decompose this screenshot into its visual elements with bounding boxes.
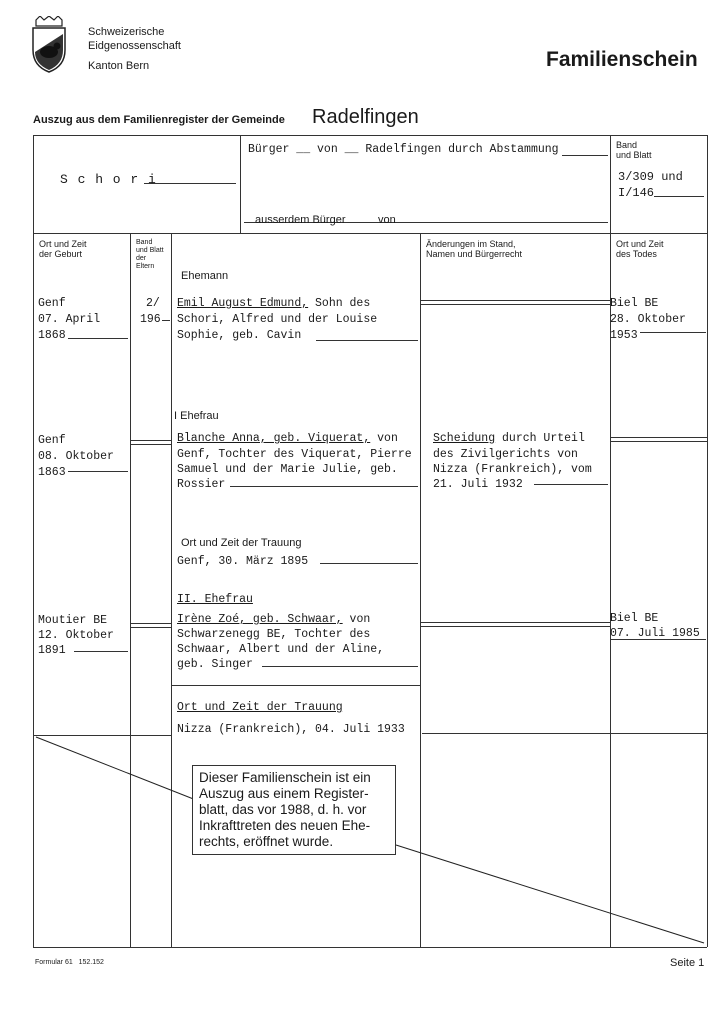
notice-box: Dieser Familienschein ist ein Auszug aus einem Register- blatt, das vor 1988, d. h. vor Inkrafttreten des neuen Ehe- rechts, eröffnet wurde. — [192, 765, 396, 855]
marriage2-value: Nizza (Frankreich), 04. Juli 1933 — [177, 723, 405, 736]
husband-death-place: Biel BE — [610, 297, 659, 310]
wife1-desc-4: Rossier — [177, 478, 226, 491]
husband-birth-place: Genf — [38, 297, 66, 310]
wife1-change-1: Scheidung — [433, 432, 496, 445]
extract-label: Auszug aus dem Familienregister der Gemeinde — [33, 114, 285, 126]
ausserdem-label: ausserdem Bürger — [255, 214, 346, 226]
wife1-desc-3: Samuel und der Marie Julie, geb. — [177, 463, 398, 476]
husband-desc-1: Sohn des — [308, 297, 371, 310]
band-header: Band und Blatt — [616, 140, 652, 160]
label-wife2: II. Ehefrau — [177, 593, 253, 606]
wife1-name: Blanche Anna, geb. Viquerat, — [177, 432, 371, 445]
cancellation-stroke-right — [396, 845, 704, 943]
citizen-line: Bürger __ von __ Radelfingen durch Abstammung — [248, 143, 559, 156]
wife1-desc-line-1 — [177, 431, 398, 447]
wife2-name: Irène Zoé, geb. Schwaar, — [177, 613, 343, 626]
wife2-desc-line-1 — [177, 612, 370, 628]
wife2-desc-3: Schwaar, Albert und der Aline, — [177, 643, 385, 656]
wife2-death-place: Biel BE — [610, 612, 659, 625]
marriage2-label: Ort und Zeit der Trauung — [177, 701, 343, 714]
wife1-change-4: 21. Juli 1932 — [433, 478, 523, 491]
husband-birth-year: 1868 — [38, 329, 66, 342]
wife2-desc-2: Schwarzenegg BE, Tochter des — [177, 628, 371, 641]
husband-band-1: 2/ — [146, 297, 160, 310]
husband-birth-date: 07. April — [38, 313, 101, 326]
form-title: Familienschein — [546, 48, 698, 71]
wife1-birth-place: Genf — [38, 434, 66, 447]
header-changes: Änderungen im Stand, Namen und Bürgerrecht — [426, 239, 523, 259]
authority-line-2: Eidgenossenschaft — [88, 40, 181, 52]
family-name: S c h o r i — [60, 172, 157, 187]
band-value-2: I/146 — [618, 186, 655, 200]
header-band-parents: Band und Blatt der Eltern — [136, 239, 164, 270]
wife2-desc-4: geb. Singer — [177, 658, 253, 671]
wife1-change-3: Nizza (Frankreich), vom — [433, 463, 592, 476]
wife2-birth-place: Moutier BE — [38, 614, 108, 627]
municipality-name: Radelfingen — [312, 106, 419, 128]
husband-desc-2: Schori, Alfred und der Louise — [177, 313, 378, 326]
husband-band-2: 196 — [140, 313, 161, 326]
marriage1-value: Genf, 30. März 1895 — [177, 555, 309, 568]
wife2-death-date: 07. Juli 1985 — [610, 627, 700, 640]
von-label: von — [378, 214, 396, 226]
page-number: Seite 1 — [670, 957, 705, 969]
authority-line-3: Kanton Bern — [88, 60, 150, 72]
header-death: Ort und Zeit des Todes — [616, 239, 664, 259]
wife1-change-1b: durch Urteil — [495, 432, 585, 445]
authority-line-1: Schweizerische — [88, 26, 165, 38]
wife1-desc-2: Genf, Tochter des Viquerat, Pierre — [177, 448, 412, 461]
wife1-birth-year: 1863 — [38, 466, 66, 479]
marriage1-label: Ort und Zeit der Trauung — [181, 537, 302, 549]
label-wife1: I Ehefrau — [174, 410, 219, 422]
wife1-birth-date: 08. Oktober — [38, 450, 114, 463]
wife1-change-2: des Zivilgerichts von — [433, 448, 578, 461]
cancellation-stroke-left — [36, 737, 196, 800]
husband-desc-3: Sophie, geb. Cavin — [177, 329, 302, 342]
header-birth: Ort und Zeit der Geburt — [39, 239, 87, 259]
husband-name: Emil August Edmund, — [177, 297, 309, 310]
form-number: Formular 61 152.152 — [35, 959, 104, 966]
label-ehemann: Ehemann — [181, 270, 229, 282]
wife2-birth-date: 12. Oktober — [38, 629, 114, 642]
band-value-1: 3/309 und — [618, 170, 683, 184]
wife1-change-line-1 — [433, 431, 585, 447]
wife2-desc-1: von — [342, 613, 371, 626]
husband-death-year: 1953 — [610, 329, 638, 342]
wife1-desc-1: von — [370, 432, 398, 445]
husband-desc-line-1 — [177, 296, 370, 312]
husband-death-date: 28. Oktober — [610, 313, 686, 326]
wife2-birth-year: 1891 — [38, 644, 66, 657]
